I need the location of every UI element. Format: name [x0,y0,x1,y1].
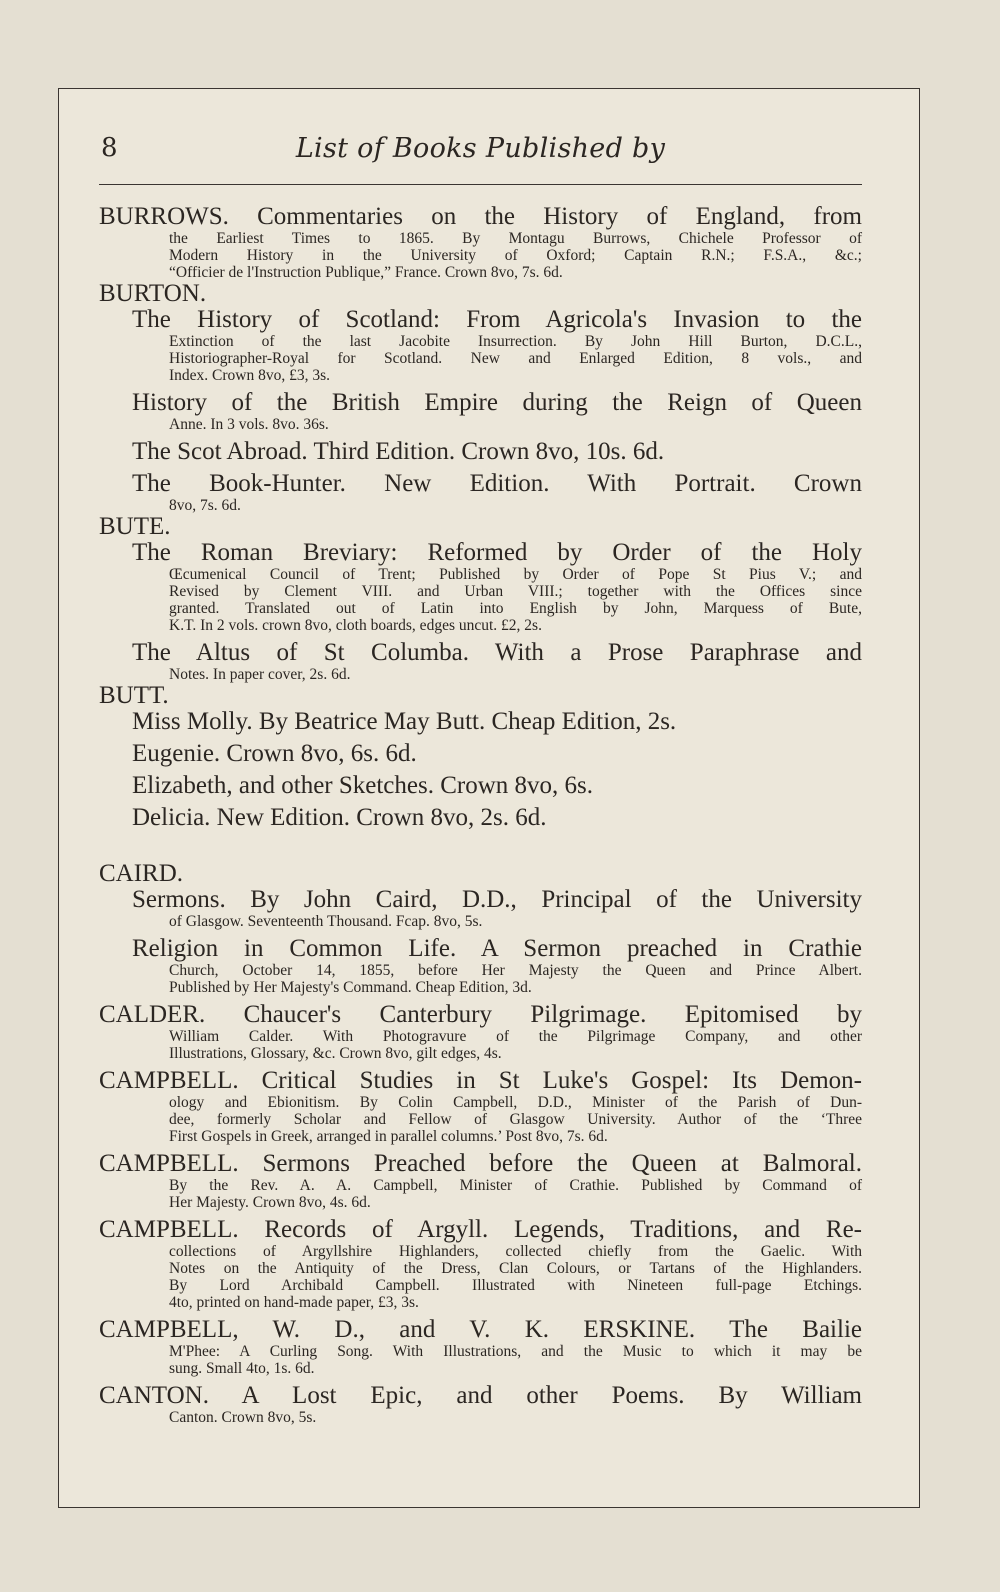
detail-line: Illustrations, Glossary, &c. Crown 8vo, gilt edges, 4s. [169,1045,502,1062]
entry-heading: CAMPBELL. Sermons Preached before the Queen at Balmoral. [99,1150,862,1177]
detail-line: Published by Her Majesty's Command. Cheap Edition, 3d. [169,979,532,996]
entry-burton-empire [99,390,862,433]
detail-line: the Earliest Times to 1865. By Montagu Burrows, Chichele Professor of [169,230,862,247]
detail-line: First Gospels in Greek, arranged in parallel columns.’ Post 8vo, 7s. 6d. [169,1128,608,1145]
entry-heading: The History of Scotland: From Agricola's Invasion to the [132,306,862,333]
entry-heading: The Scot Abroad. Third Edition. Crown 8vo, 10s. 6d. [132,438,665,465]
detail-line: 4to, printed on hand-made paper, £3, 3s. [169,1294,419,1311]
detail-line: Historiographer-Royal for Scotland. New and Enlarged Edition, 8 vols., and [169,350,862,367]
detail-line: By the Rev. A. A. Campbell, Minister of Crathie. Published by Command of [169,1177,862,1194]
entry-heading: Miss Molly. By Beatrice May Butt. Cheap Edition, 2s. [132,708,677,735]
author-heading: BUTT. [99,682,169,709]
running-title: List of Books Published by [295,133,666,164]
detail-line: Œcumenical Council of Trent; Published by Order of Pope St Pius V.; and [169,566,862,583]
detail-line: M'Phee: A Curling Song. With Illustrations, and the Music to which it may be [169,1343,862,1360]
detail-line: granted. Translated out of Latin into English by John, Marquess of Bute, [169,600,862,617]
page-number: 8 [101,133,118,163]
entry-butt-eugenie [99,741,862,767]
catalogue-body [99,204,862,1426]
entry-burton [99,281,862,307]
entry-detail [99,1177,862,1211]
author-heading: BUTE. [99,513,171,540]
entry-detail [99,913,862,930]
entry-burton-book-hunter [99,471,862,514]
detail-line: ology and Ebionitism. By Colin Campbell, D.D., Minister of the Parish of Dun- [169,1094,862,1111]
detail-line: Notes. In paper cover, 2s. 6d. [169,666,351,683]
detail-line: 8vo, 7s. 6d. [169,497,241,514]
entry-heading: BURROWS. Commentaries on the History of England, from [99,203,862,230]
entry-detail [99,1243,862,1311]
detail-line: William Calder. With Photogravure of the Pilgrimage Company, and other [169,1028,862,1045]
detail-line: Revised by Clement VIII. and Urban VIII.; together with the Offices since [169,583,862,600]
detail-line: collections of Argyllshire Highlanders, collected chiefly from the Gaelic. With [169,1243,862,1260]
entry-detail [99,333,862,384]
entry-heading: The Altus of St Columba. With a Prose Paraphrase and [132,639,862,666]
entry-canton [99,1383,862,1426]
entry-campbell-colin [99,1068,862,1145]
detail-line: By Lord Archibald Campbell. Illustrated with Nineteen full-page Etchings. [169,1277,862,1294]
entry-campbell-erskine [99,1317,862,1377]
detail-line: Extinction of the last Jacobite Insurrection. By John Hill Burton, D.C.L., [169,333,862,350]
entry-bute-breviary [99,540,862,634]
entry-detail [99,416,862,433]
entry-caird-religion [99,936,862,996]
detail-line: Modern History in the University of Oxford; Captain R.N.; F.S.A., &c.; [169,247,862,264]
detail-line: Index. Crown 8vo, £3, 3s. [169,367,331,384]
detail-line: Anne. In 3 vols. 8vo. 36s. [169,416,329,433]
entry-caird-sermons [99,887,862,930]
author-heading: BURTON. [99,280,207,307]
entry-detail [99,230,862,281]
entry-heading: Religion in Common Life. A Sermon preached in Crathie [132,935,862,962]
detail-line: K.T. In 2 vols. crown 8vo, cloth boards, edges uncut. £2, 2s. [169,617,542,634]
author-heading: CAIRD. [99,860,184,887]
detail-line: “Officier de l'Instruction Publique,” France. Crown 8vo, 7s. 6d. [169,264,563,281]
entry-heading: CALDER. Chaucer's Canterbury Pilgrimage. Epitomised by [99,1001,862,1028]
entry-detail [99,566,862,634]
entry-heading: The Book-Hunter. New Edition. With Portrait. Crown [132,470,862,497]
entry-butt-molly [99,709,862,735]
entry-heading: Elizabeth, and other Sketches. Crown 8vo, 6s. [132,772,594,799]
book-page [58,88,920,1508]
entry-campbell-archibald [99,1217,862,1311]
entry-detail [99,1343,862,1377]
header-rule [99,184,862,185]
detail-line: Church, October 14, 1855, before Her Majesty the Queen and Prince Albert. [169,962,862,979]
entry-burrows [99,204,862,281]
entry-heading: CAMPBELL, W. D., and V. K. ERSKINE. The Bailie [99,1316,862,1343]
entry-heading: CANTON. A Lost Epic, and other Poems. By William [99,1382,862,1409]
entry-heading: CAMPBELL. Records of Argyll. Legends, Traditions, and Re- [99,1216,862,1243]
entry-heading: Sermons. By John Caird, D.D., Principal of the University [132,886,862,913]
entry-detail [99,1409,862,1426]
detail-line: sung. Small 4to, 1s. 6d. [169,1360,315,1377]
entry-burton-scot-abroad [99,439,862,465]
entry-detail [99,962,862,996]
detail-line: dee, formerly Scholar and Fellow of Glasgow University. Author of the ‘Three [169,1111,862,1128]
detail-line: of Glasgow. Seventeenth Thousand. Fcap. 8vo, 5s. [169,913,483,930]
entry-heading: History of the British Empire during the Reign of Queen [132,389,862,416]
page-header [99,129,862,175]
detail-line: Her Majesty. Crown 8vo, 4s. 6d. [169,1194,371,1211]
entry-butt-elizabeth [99,773,862,799]
entry-bute [99,514,862,540]
entry-burton-scotland [99,307,862,384]
entry-detail [99,1094,862,1145]
entry-heading: Delicia. New Edition. Crown 8vo, 2s. 6d. [132,804,547,831]
entry-heading: The Roman Breviary: Reformed by Order of the Holy [132,539,862,566]
entry-heading: CAMPBELL. Critical Studies in St Luke's Gospel: Its Demon- [99,1067,862,1094]
entry-detail [99,666,862,683]
entry-caird [99,861,862,887]
entry-calder [99,1002,862,1062]
detail-line: Canton. Crown 8vo, 5s. [169,1409,317,1426]
entry-heading: Eugenie. Crown 8vo, 6s. 6d. [132,740,417,767]
entry-detail [99,1028,862,1062]
detail-line: Notes on the Antiquity of the Dress, Clan Colours, or Tartans of the Highlanders. [169,1260,862,1277]
entry-bute-altus [99,640,862,683]
entry-campbell-aa [99,1151,862,1211]
entry-butt [99,683,862,709]
entry-butt-delicia [99,805,862,831]
entry-detail [99,497,862,514]
